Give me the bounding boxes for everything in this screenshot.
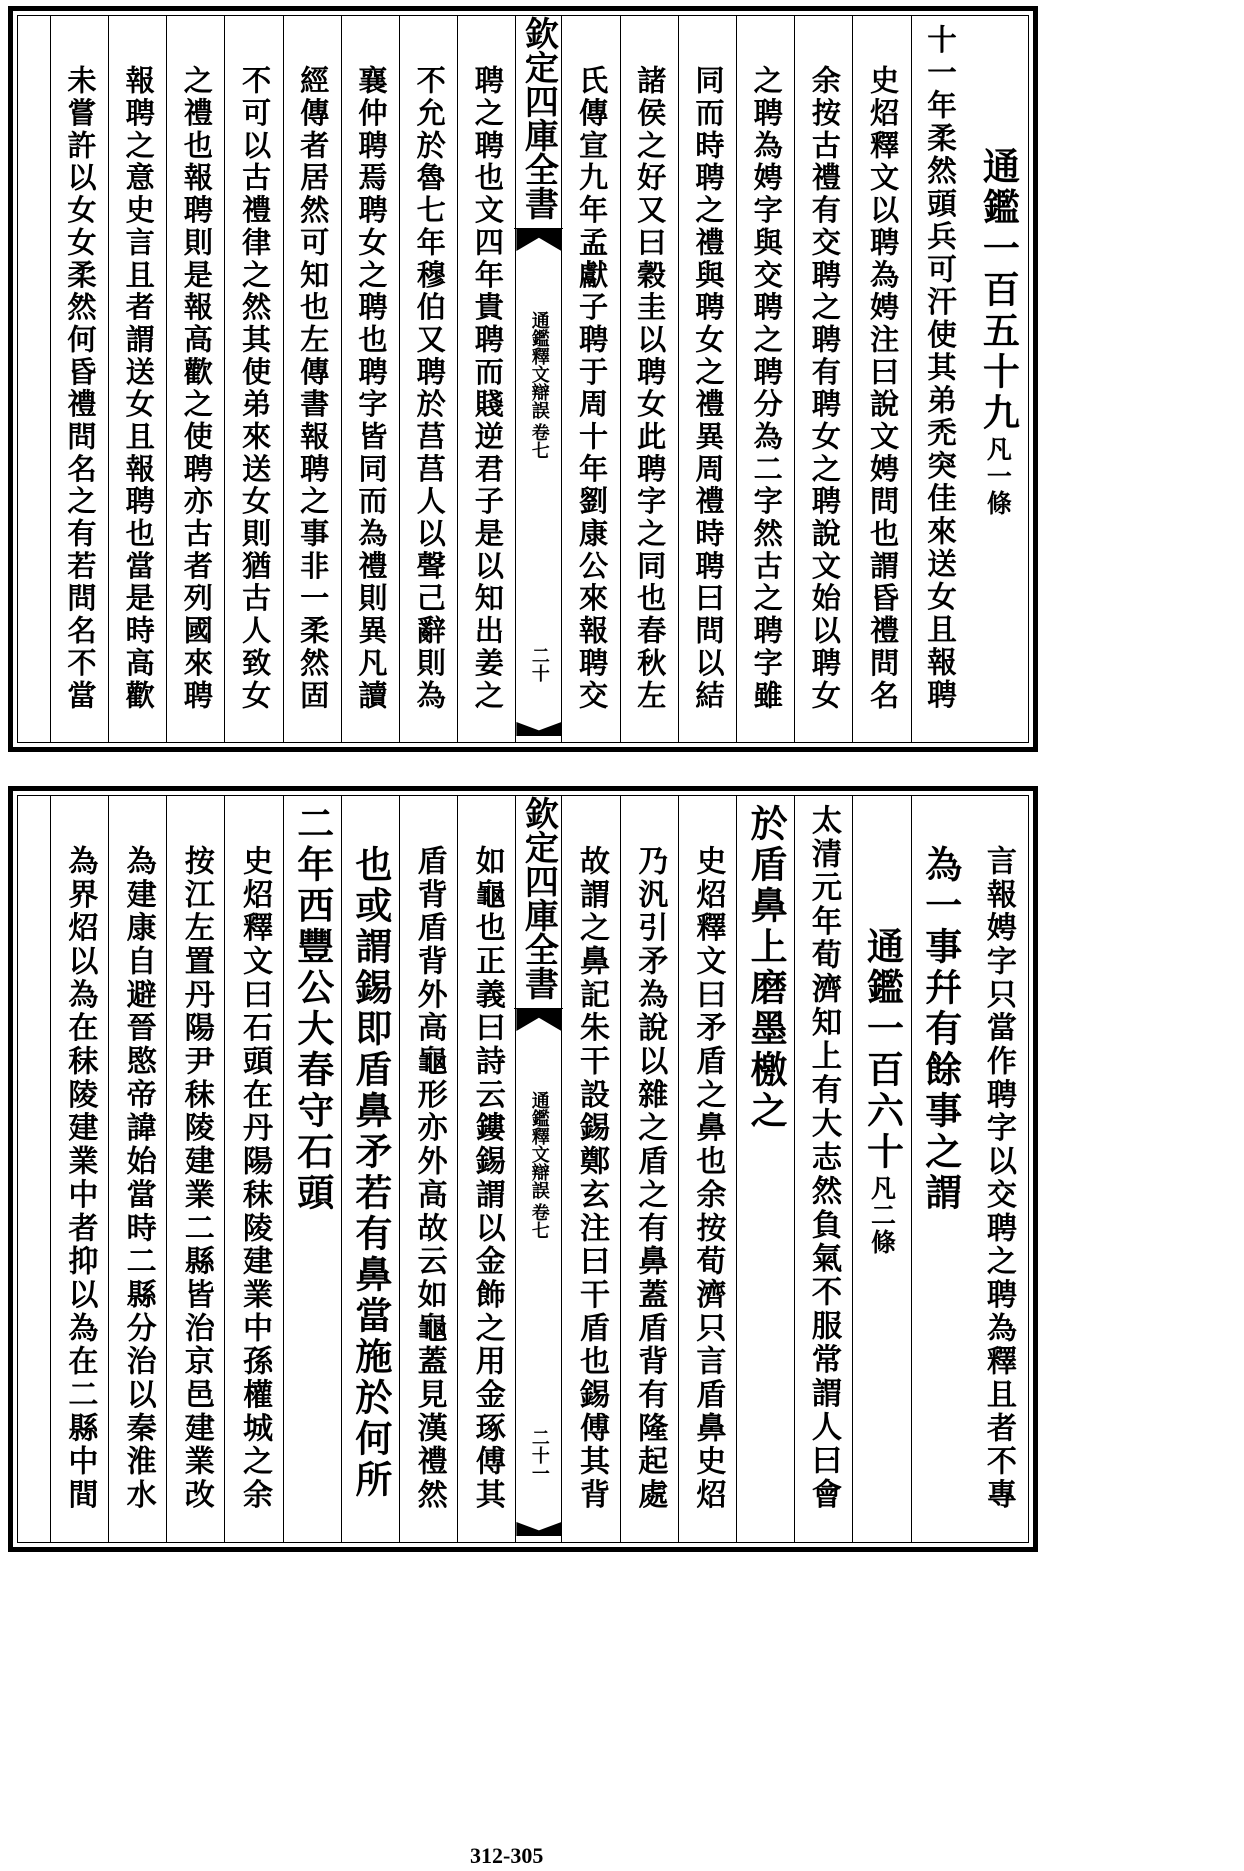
column-text: 為界炤以為在秣陵建業中者抑以為在二縣中間 bbox=[62, 845, 98, 1512]
column-text: 同而時聘之禮與聘女之禮異周禮時聘曰問以結 bbox=[690, 65, 725, 712]
fish-tail-ornament bbox=[516, 229, 561, 251]
column-text: 史炤釋文曰石頭在丹陽秣陵建業中孫權城之余 bbox=[237, 845, 273, 1512]
text-column bbox=[224, 16, 282, 742]
text-column bbox=[620, 16, 678, 742]
column-text: 二年西豐公大春守石頭 bbox=[290, 804, 335, 1214]
book-spine-column bbox=[515, 796, 561, 1542]
column-text: 之聘為娉字與交聘之聘分為二字然古之聘字雖 bbox=[749, 65, 784, 712]
text-column bbox=[341, 16, 399, 742]
text-column bbox=[736, 16, 794, 742]
column-text: 聘之聘也文四年貴聘而賤逆君子是以知出姜之 bbox=[470, 65, 505, 712]
text-column bbox=[50, 796, 108, 1542]
text-column bbox=[678, 796, 736, 1542]
text-column bbox=[224, 796, 282, 1542]
text-column bbox=[561, 16, 619, 742]
column-note: 凡二條 bbox=[867, 1175, 897, 1256]
text-column bbox=[457, 796, 515, 1542]
text-column bbox=[969, 796, 1027, 1542]
spine-title: 欽定四庫全書 bbox=[514, 16, 563, 229]
page-number: 312-305 bbox=[470, 1843, 544, 1868]
spine-folio-number: 二十一 bbox=[528, 1428, 550, 1482]
text-column bbox=[561, 796, 619, 1542]
column-text: 不可以古禮律之然其使弟來送女則猶古人致女 bbox=[237, 65, 272, 712]
spine-book-title: 通鑑釋文辯誤 bbox=[528, 1091, 550, 1199]
text-column bbox=[341, 796, 399, 1542]
text-column bbox=[852, 796, 910, 1542]
text-column bbox=[50, 16, 108, 742]
spine-volume: 卷七 bbox=[528, 1203, 550, 1239]
column-text: 如龜也正義曰詩云鏤錫謂以金飾之用金琢傅其 bbox=[469, 845, 505, 1512]
column-text: 按江左置丹陽尹秣陵建業二縣皆治京邑建業改 bbox=[178, 845, 214, 1512]
column-text: 襄仲聘焉聘女之聘也聘字皆同而為禮則異凡讀 bbox=[353, 65, 388, 712]
column-text: 之禮也報聘則是報高歡之使聘亦古者列國來聘 bbox=[179, 65, 214, 712]
column-text: 於盾鼻上磨墨檄之 bbox=[744, 804, 789, 1132]
column-text: 乃汎引矛為說以雜之盾之有鼻蓋盾背有隆起處 bbox=[632, 845, 668, 1512]
upper-page-columns bbox=[18, 16, 1028, 742]
text-column bbox=[678, 16, 736, 742]
fish-tail-ornament bbox=[516, 1009, 561, 1031]
text-column bbox=[736, 796, 794, 1542]
text-column bbox=[852, 16, 910, 742]
text-column bbox=[399, 16, 457, 742]
text-column bbox=[969, 16, 1027, 742]
column-text: 諸侯之好又曰穀圭以聘女此聘字之同也春秋左 bbox=[632, 65, 667, 712]
text-column bbox=[283, 16, 341, 742]
text-column bbox=[794, 16, 852, 742]
text-column bbox=[166, 16, 224, 742]
text-column bbox=[283, 796, 341, 1542]
column-text: 史炤釋文曰矛盾之鼻也余按荀濟只言盾鼻史炤 bbox=[690, 845, 726, 1512]
text-column bbox=[911, 796, 969, 1542]
column-text: 史炤釋文以聘為娉注曰說文娉問也謂昏禮問名 bbox=[865, 65, 900, 712]
column-text: 十一年柔然頭兵可汗使其弟禿突佳來送女且報聘 bbox=[922, 24, 958, 712]
spine-title: 欽定四庫全書 bbox=[514, 796, 563, 1009]
column-text: 不允於魯七年穆伯又聘於莒莒人以聲己辭則為 bbox=[412, 65, 447, 712]
lower-page bbox=[8, 786, 1038, 1552]
column-text: 太清元年荀濟知上有大志然負氣不服常謂人曰會 bbox=[805, 804, 842, 1512]
text-column bbox=[399, 796, 457, 1542]
column-note: 凡一條 bbox=[983, 436, 1013, 517]
column-text: 余按古禮有交聘之聘有聘女之聘說文始以聘女 bbox=[807, 65, 842, 712]
text-column bbox=[911, 16, 969, 742]
lower-page-frame bbox=[17, 795, 1029, 1543]
text-column bbox=[108, 796, 166, 1542]
column-text: 未嘗許以女女柔然何昏禮問名之有若問名不當 bbox=[62, 65, 97, 712]
column-text: 氏傳宣九年孟獻子聘于周十年劉康公來報聘交 bbox=[574, 65, 609, 712]
column-text: 為一事幷有餘事之謂 bbox=[918, 845, 963, 1214]
column-text: 言報娉字只當作聘字以交聘之聘為釋且者不專 bbox=[980, 845, 1016, 1512]
column-text: 報聘之意史言且者謂送女且報聘也當是時高歡 bbox=[121, 65, 156, 712]
column-text: 通鑑一百五十九 bbox=[976, 147, 1021, 434]
text-column bbox=[108, 16, 166, 742]
text-column bbox=[794, 796, 852, 1542]
fish-tail-ornament-bottom bbox=[516, 1522, 561, 1536]
spine-volume: 卷七 bbox=[528, 423, 550, 459]
upper-page bbox=[8, 6, 1038, 752]
fish-tail-ornament-bottom bbox=[516, 722, 561, 736]
column-text: 通鑑一百六十 bbox=[860, 927, 905, 1173]
book-spine-column bbox=[515, 16, 561, 742]
spine-folio-number: 二十 bbox=[528, 646, 550, 682]
spine-book-title: 通鑑釋文辯誤 bbox=[528, 311, 550, 419]
column-text: 也或謂錫即盾鼻矛若有鼻當施於何所 bbox=[348, 845, 393, 1501]
text-column bbox=[166, 796, 224, 1542]
column-text: 為建康自避晉愍帝諱始當時二縣分治以秦淮水 bbox=[120, 845, 156, 1512]
upper-page-frame bbox=[17, 15, 1029, 743]
column-text: 故謂之鼻記朱干設錫鄭玄注曰干盾也錫傅其背 bbox=[574, 845, 610, 1512]
lower-page-columns bbox=[18, 796, 1028, 1542]
column-text: 經傳者居然可知也左傳書報聘之事非一柔然固 bbox=[295, 65, 330, 712]
column-text: 盾背盾背外高龜形亦外高故云如龜蓋見漢禮然 bbox=[411, 845, 447, 1512]
text-column bbox=[620, 796, 678, 1542]
text-column bbox=[457, 16, 515, 742]
